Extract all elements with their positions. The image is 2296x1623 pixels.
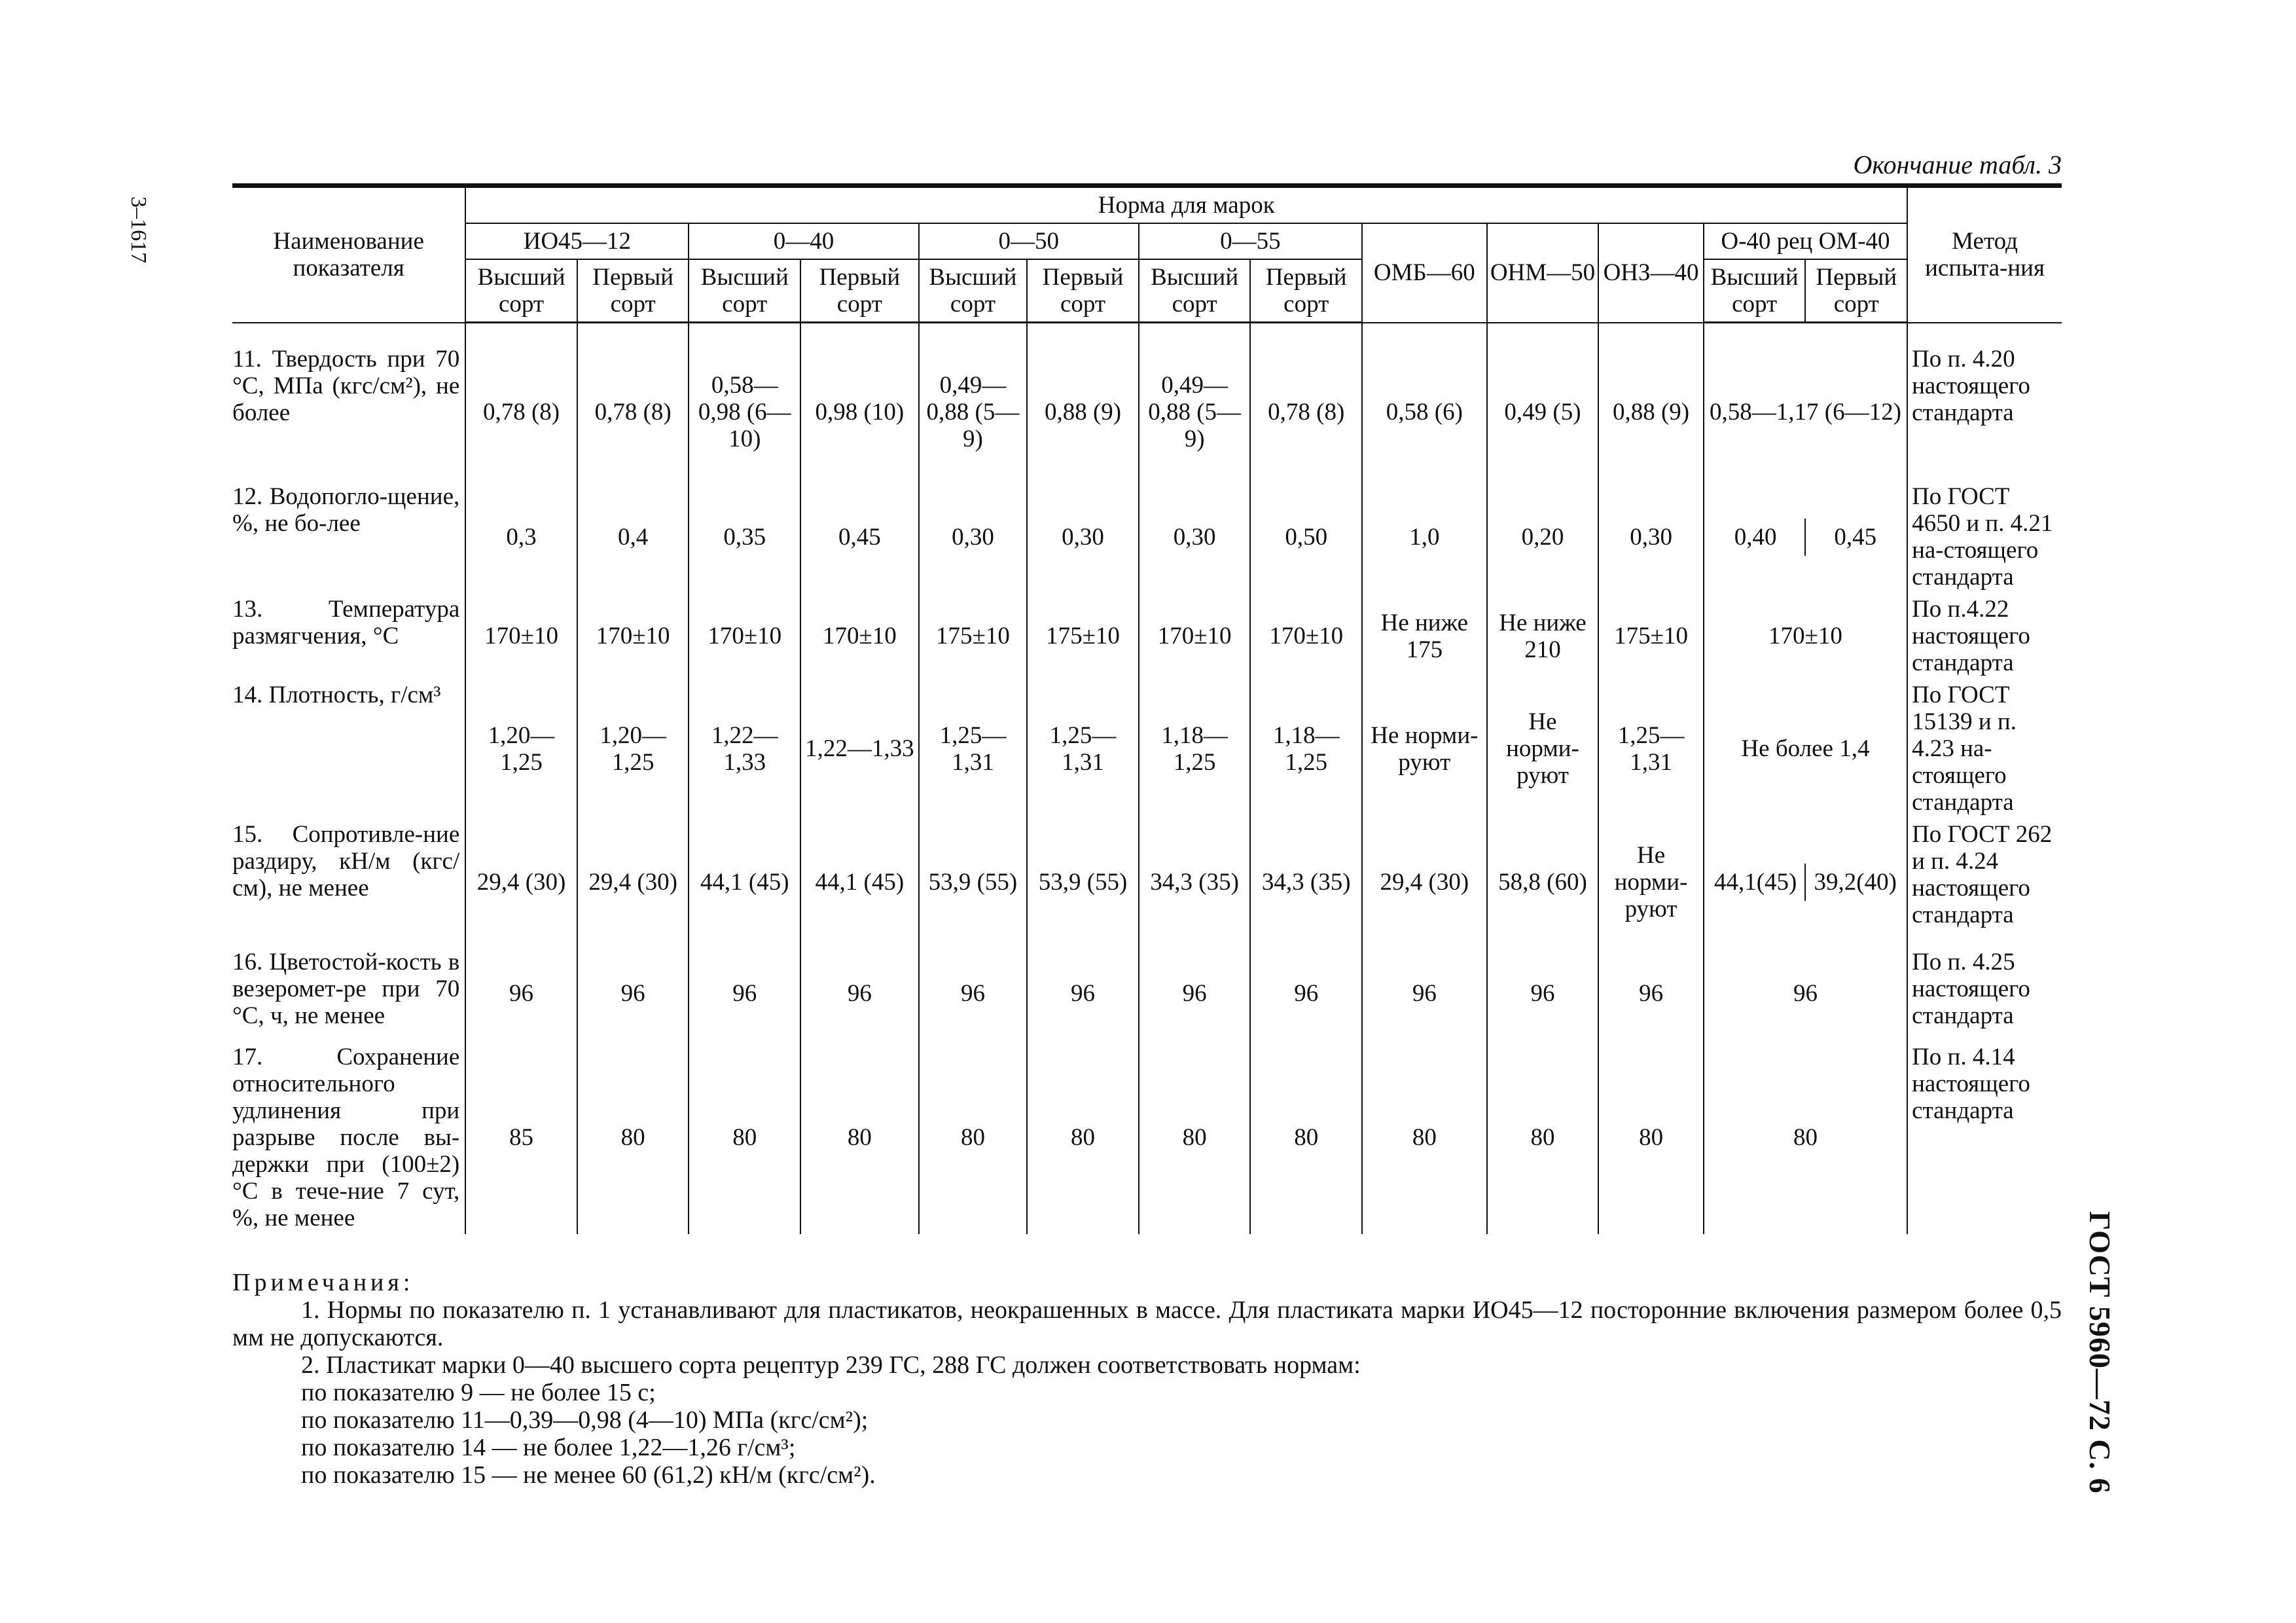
norm-value: 1,0 [1362, 481, 1487, 593]
norm-value: 0,40 [1706, 519, 1806, 556]
sort-first-header: Первый сорт [577, 259, 689, 323]
table-row [232, 343, 2062, 481]
norm-value: 58,8 (60) [1487, 818, 1599, 946]
norm-value-o40-om40: 170±10 [1704, 593, 1907, 679]
table-row [232, 593, 2062, 679]
norm-value: 80 [689, 1041, 800, 1234]
norm-value: 1,22—1,33 [800, 679, 919, 818]
table-row [232, 481, 2062, 593]
norm-value: 96 [1139, 946, 1251, 1041]
norm-value: 29,4 (30) [577, 818, 689, 946]
test-method: По ГОСТ 15139 и п. 4.23 на-стоящего стандарта [1907, 679, 2062, 818]
norm-value: 1,20—1,25 [577, 679, 689, 818]
note-item: по показателю 11—0,39—0,98 (4—10) МПа (кгс/см²); [301, 1406, 869, 1434]
indicator-name: 15. Сопротивле-ние раздиру, кН/м (кгс/см), не менее [232, 818, 465, 946]
indicator-name: 16. Цветостой-кость в везеромет-ре при 70 °С, ч, не менее [232, 946, 465, 1041]
norm-value: 80 [577, 1041, 689, 1234]
norm-value: 0,30 [1598, 481, 1704, 593]
sort-high-header: Высший сорт [465, 259, 577, 323]
norm-value: 80 [1250, 1041, 1362, 1234]
norm-value: 175±10 [1027, 593, 1139, 679]
norm-value: 96 [1598, 946, 1704, 1041]
test-method: По п. 4.20 настоящего стандарта [1907, 343, 2062, 481]
norm-value-o40-om40 [1704, 818, 1907, 946]
norm-value: 175±10 [1598, 593, 1704, 679]
note-item: по показателю 15 — не менее 60 (61,2) кН/м (кгс/см²). [301, 1461, 876, 1489]
norm-value: 44,1 (45) [689, 818, 800, 946]
norm-value: 80 [800, 1041, 919, 1234]
norm-value: 1,18—1,25 [1250, 679, 1362, 818]
grade-header: О-40 рец ОМ-40 [1704, 223, 1907, 259]
norm-value: 0,45 [1834, 523, 1877, 551]
norm-value: 0,49 (5) [1487, 343, 1599, 481]
norm-value: Не норми-руют [1487, 679, 1599, 818]
norm-value: 0,30 [919, 481, 1028, 593]
norm-value: 170±10 [577, 593, 689, 679]
test-method: По п.4.22 настоящего стандарта [1907, 593, 2062, 679]
note-1: 1. Нормы по показателю п. 1 устанавливают для пластикатов, неокрашенных в массе. Для пластиката марки ИО45—12 посторонние включения размером более 0,5 мм не допускаются. [232, 1296, 2062, 1351]
indicator-name: 17. Сохранение относительного удлинения при разрыве после вы-держки при (100±2) °С в тече-ние 7 сут, %, не менее [232, 1041, 465, 1234]
name-column-header: Наименование показателя [232, 187, 465, 323]
norm-group-header: Норма для марок [465, 187, 1907, 223]
method-column-header: Метод испыта-ния [1907, 187, 2062, 323]
norm-value: Не ниже 210 [1487, 593, 1599, 679]
norm-value-o40-om40: 96 [1704, 946, 1907, 1041]
norm-value: 44,1 (45) [800, 818, 919, 946]
norm-value: 0,3 [465, 481, 577, 593]
norm-value: 96 [919, 946, 1028, 1041]
norm-value: 0,45 [800, 481, 919, 593]
norm-value: 1,22—1,33 [689, 679, 800, 818]
sort-high-header: Высший сорт [919, 259, 1028, 323]
norm-value: 0,49—0,88 (5—9) [1139, 343, 1251, 481]
norm-value: 80 [1487, 1041, 1599, 1234]
norm-value: 85 [465, 1041, 577, 1234]
grade-header: 0—40 [689, 223, 918, 259]
norm-value: 0,88 (9) [1027, 343, 1139, 481]
norm-value: 1,20—1,25 [465, 679, 577, 818]
grade-header: ОМБ—60 [1362, 223, 1487, 323]
sort-first-header: Первый сорт [1250, 259, 1362, 323]
norm-value: 80 [1027, 1041, 1139, 1234]
test-method: По ГОСТ 262 и п. 4.24 настоящего стандарта [1907, 818, 2062, 946]
sort-first-header: Первый сорт [800, 259, 919, 323]
norm-value: 0,78 (8) [465, 343, 577, 481]
test-method: По п. 4.25 настоящего стандарта [1907, 946, 2062, 1041]
norm-value: 0,98 (10) [800, 343, 919, 481]
table-row [232, 946, 2062, 1041]
notes-title: Примечания: [232, 1269, 414, 1296]
norm-value: 44,1(45) [1706, 864, 1806, 901]
norm-value: 0,35 [689, 481, 800, 593]
norm-value: 170±10 [689, 593, 800, 679]
indicator-name: 13. Температура размягчения, °С [232, 593, 465, 679]
indicator-name: 12. Водопогло-щение, %, не бо-лее [232, 481, 465, 593]
gost-page-mark: ГОСТ 5960—72 С. 6 [2083, 1211, 2117, 1494]
norm-value: 96 [1487, 946, 1599, 1041]
indicator-name: 11. Твердость при 70 °С, МПа (кгс/см²), не более [232, 343, 465, 481]
norm-value: 39,2(40) [1814, 869, 1897, 896]
table-row [232, 679, 2062, 818]
test-method: По п. 4.14 настоящего стандарта [1907, 1041, 2062, 1234]
grade-header: ОНМ—50 [1487, 223, 1599, 323]
norm-value: 0,78 (8) [577, 343, 689, 481]
notes-block [232, 1269, 2062, 1489]
norm-value: 1,18—1,25 [1139, 679, 1251, 818]
norm-value: 34,3 (35) [1250, 818, 1362, 946]
norm-value: 80 [1139, 1041, 1251, 1234]
norms-table [232, 187, 2062, 1234]
test-method: По ГОСТ 4650 и п. 4.21 на-стоящего стандарта [1907, 481, 2062, 593]
sort-high-header: Высший сорт [689, 259, 800, 323]
norm-value: 96 [577, 946, 689, 1041]
norm-value: 53,9 (55) [919, 818, 1028, 946]
norm-value: 80 [919, 1041, 1028, 1234]
norm-value: 0,30 [1139, 481, 1251, 593]
table-row [232, 1041, 2062, 1234]
norm-value: 96 [465, 946, 577, 1041]
indicator-name: 14. Плотность, г/см³ [232, 679, 465, 818]
norm-value: 29,4 (30) [1362, 818, 1487, 946]
norm-value: 1,25—1,31 [919, 679, 1028, 818]
norm-value: 96 [1250, 946, 1362, 1041]
norm-value: 0,58 (6) [1362, 343, 1487, 481]
norm-value: Не норми-руют [1362, 679, 1487, 818]
norm-value: 96 [1362, 946, 1487, 1041]
norm-value: 34,3 (35) [1139, 818, 1251, 946]
norm-value: 96 [1027, 946, 1139, 1041]
norm-value: 0,4 [577, 481, 689, 593]
note-item: по показателю 9 — не более 15 с; [301, 1379, 656, 1406]
sort-high-header: Высший сорт [1139, 259, 1251, 323]
side-page-code: 3–1617 [126, 196, 151, 263]
norm-value: 29,4 (30) [465, 818, 577, 946]
norm-value: 0,88 (9) [1598, 343, 1704, 481]
norm-value: 170±10 [800, 593, 919, 679]
norm-value: 0,58—0,98 (6—10) [689, 343, 800, 481]
note-2: 2. Пластикат марки 0—40 высшего сорта рецептур 239 ГС, 288 ГС должен соответствовать нормам: [301, 1351, 1361, 1379]
norm-value: 175±10 [919, 593, 1028, 679]
note-item: по показателю 14 — не более 1,22—1,26 г/см³; [301, 1434, 796, 1461]
norm-value: 53,9 (55) [1027, 818, 1139, 946]
norm-value: 0,50 [1250, 481, 1362, 593]
table-row [232, 818, 2062, 946]
norm-value: 0,30 [1027, 481, 1139, 593]
norm-value: 0,78 (8) [1250, 343, 1362, 481]
sort-pair-header [1704, 259, 1907, 323]
norm-value: Не норми-руют [1598, 818, 1704, 946]
norm-value: 80 [1598, 1041, 1704, 1234]
norm-value: 170±10 [465, 593, 577, 679]
norm-value: 0,20 [1487, 481, 1599, 593]
norm-value-o40-om40 [1704, 481, 1907, 593]
norm-value: 0,49—0,88 (5—9) [919, 343, 1028, 481]
grade-header: 0—50 [919, 223, 1139, 259]
sort-first-header: Первый сорт [1027, 259, 1139, 323]
norm-value: 170±10 [1139, 593, 1251, 679]
norm-value: Не ниже 175 [1362, 593, 1487, 679]
norm-value: 80 [1362, 1041, 1487, 1234]
table-caption: Окончание табл. 3 [1853, 150, 2062, 179]
norm-value-o40-om40: Не более 1,4 [1704, 679, 1907, 818]
norm-value: 96 [800, 946, 919, 1041]
norm-value: 1,25—1,31 [1027, 679, 1139, 818]
norm-value: 1,25—1,31 [1598, 679, 1704, 818]
grade-header: ИО45—12 [465, 223, 689, 259]
sort-high-header: Высший сорт [1704, 260, 1806, 321]
norm-value: 96 [689, 946, 800, 1041]
norm-value-o40-om40: 0,58—1,17 (6—12) [1704, 343, 1907, 481]
grade-header: ОНЗ—40 [1598, 223, 1704, 323]
grade-header: 0—55 [1139, 223, 1362, 259]
norm-value: 170±10 [1250, 593, 1362, 679]
norm-value-o40-om40: 80 [1704, 1041, 1907, 1234]
sort-first-header: Первый сорт [1816, 264, 1897, 318]
